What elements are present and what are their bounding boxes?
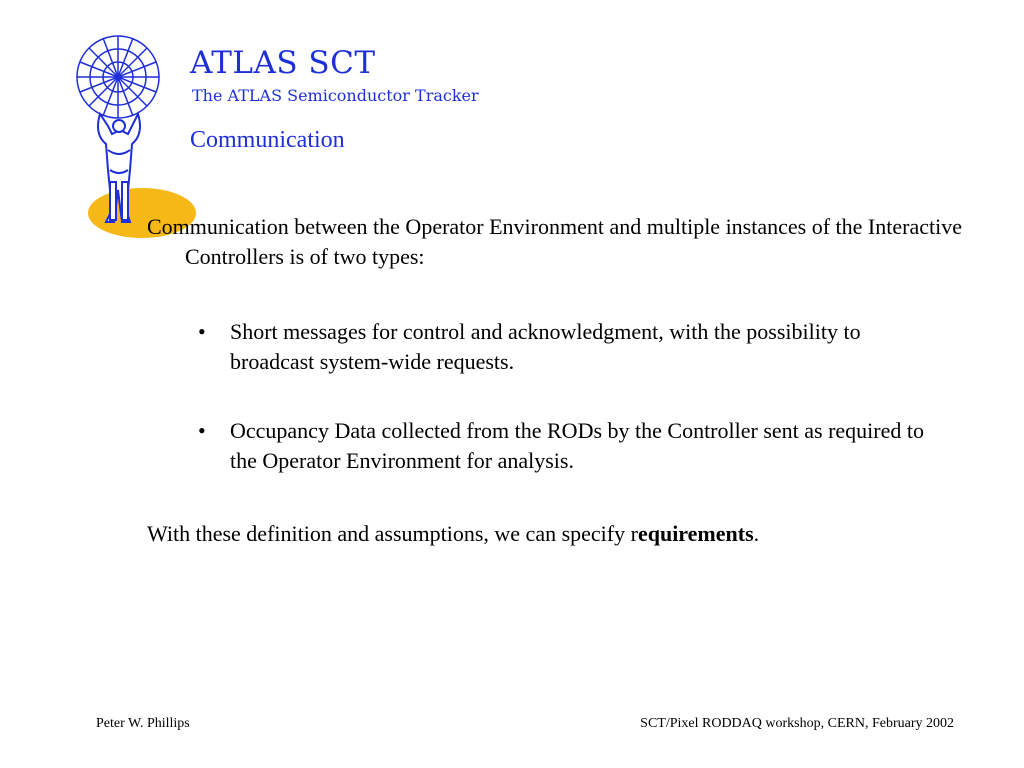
conclusion-paragraph [147, 519, 937, 549]
conclusion-emphasis: equirements [637, 521, 754, 546]
brand-title: ATLAS SCT [190, 45, 376, 81]
intro-paragraph: Communication between the Operator Environment and multiple instances of the Interactive Controllers is of two types: [147, 214, 962, 269]
brand-subtitle: The ATLAS Semiconductor Tracker [192, 86, 479, 105]
slide-title: Communication [190, 127, 345, 153]
footer-event: SCT/Pixel RODDAQ workshop, CERN, February 2002 [640, 716, 954, 731]
bullet-item [198, 416, 928, 476]
bullet-text: Occupancy Data collected from the RODs by the Controller sent as required to the Operator Environment for analysis. [230, 418, 924, 473]
footer-author: Peter W. Phillips [96, 716, 190, 731]
bullet-icon: • [198, 319, 206, 344]
conclusion-text: With these definition and assumptions, we can specify r [147, 521, 638, 546]
conclusion-end: . [753, 521, 760, 546]
bullet-item [198, 317, 928, 377]
atlas-logo-icon [70, 30, 200, 242]
bullet-icon: • [198, 418, 206, 443]
bullet-text: Short messages for control and acknowledgment, with the possibility to broadcast system-wide requests. [230, 319, 861, 374]
